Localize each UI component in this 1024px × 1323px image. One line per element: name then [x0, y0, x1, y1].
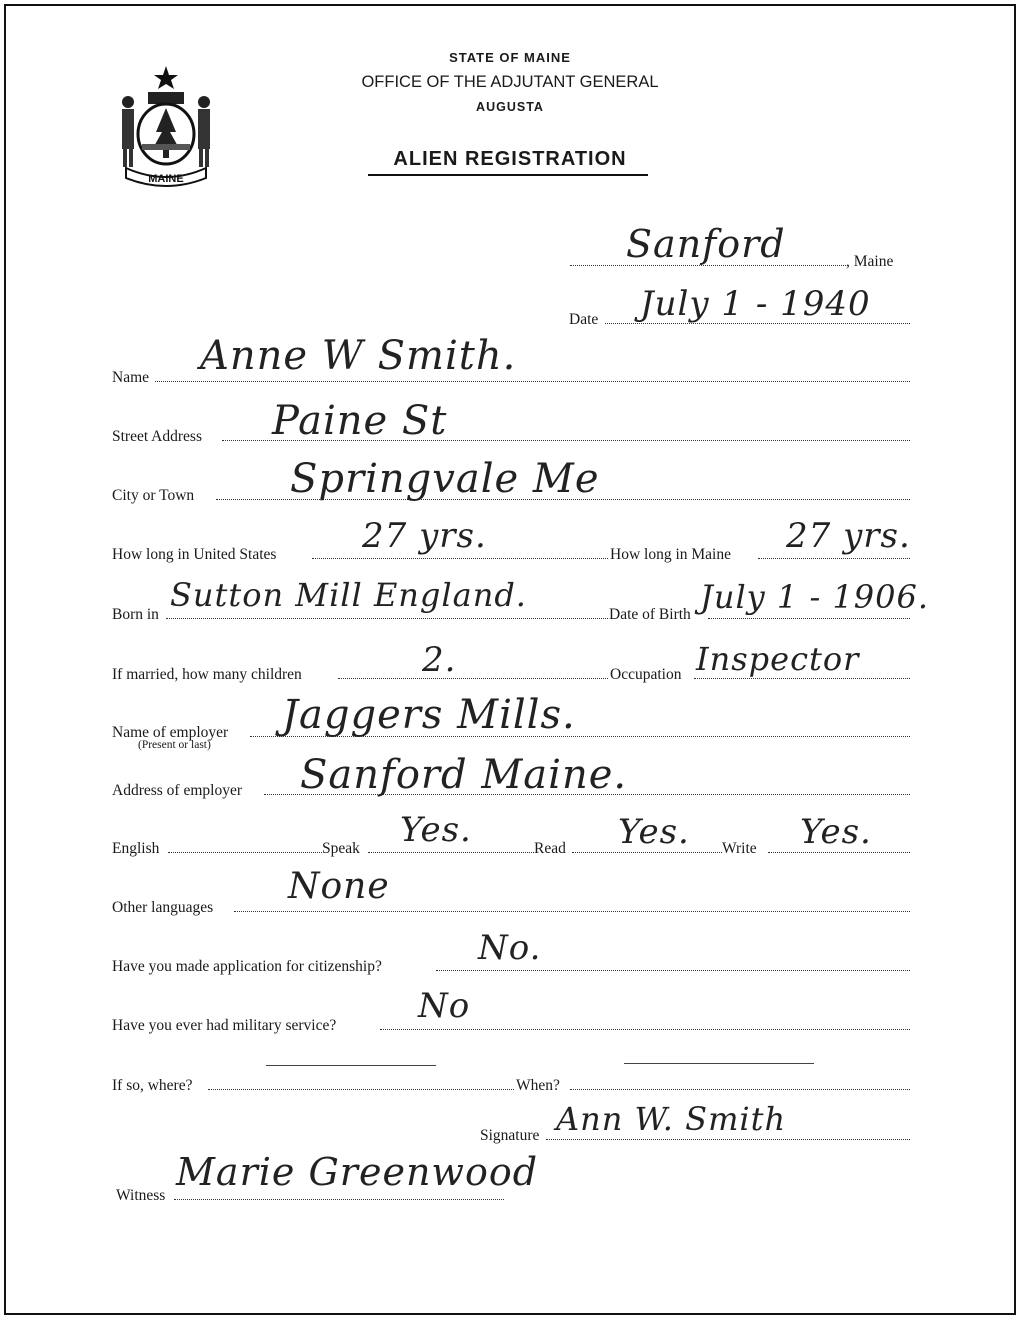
- read-line: [572, 852, 722, 853]
- when-label: When?: [516, 1077, 560, 1094]
- signature-line: [546, 1139, 910, 1140]
- dob-line: [708, 618, 910, 619]
- header-state: STATE OF MAINE: [449, 50, 571, 65]
- children-line: [338, 678, 608, 679]
- other-languages-line: [234, 911, 910, 912]
- read-value: Yes.: [618, 812, 690, 852]
- where-line: [208, 1089, 514, 1090]
- town-value: Sanford: [626, 222, 786, 266]
- where-label: If so, where?: [112, 1077, 193, 1094]
- street-value: Paine St: [272, 398, 448, 444]
- employer-address-value: Sanford Maine.: [300, 752, 628, 798]
- english-line: [168, 852, 322, 853]
- write-line: [768, 852, 910, 853]
- header-office: OFFICE OF THE ADJUTANT GENERAL: [361, 73, 659, 91]
- employer-address-label: Address of employer: [112, 782, 242, 799]
- signature-label: Signature: [480, 1127, 540, 1144]
- military-value: No: [418, 986, 471, 1026]
- how-long-maine-value: 27 yrs.: [786, 516, 911, 556]
- children-value: 2.: [422, 640, 457, 680]
- name-value: Anne W Smith.: [200, 333, 517, 379]
- born-in-line: [166, 618, 608, 619]
- occupation-value: Inspector: [696, 640, 860, 678]
- city-value: Springvale Me: [290, 456, 600, 502]
- witness-label: Witness: [116, 1187, 166, 1204]
- document-border: [4, 4, 1016, 1315]
- seal-banner-text: MAINE: [148, 173, 184, 185]
- name-line: [155, 381, 910, 382]
- occupation-line: [694, 678, 910, 679]
- military-label: Have you ever had military service?: [112, 1017, 337, 1034]
- employer-label: Name of employer: [112, 724, 229, 741]
- signature-value: Ann W. Smith: [556, 1100, 787, 1138]
- how-long-us-line: [312, 558, 608, 559]
- where-dash: [266, 1065, 436, 1066]
- other-languages-value: None: [288, 866, 390, 907]
- form-title: ALIEN REGISTRATION: [393, 148, 627, 170]
- witness-line: [174, 1199, 504, 1200]
- title-underline: [368, 174, 648, 176]
- dob-value: July 1 - 1906.: [700, 578, 930, 616]
- born-in-label: Born in: [112, 606, 159, 623]
- how-long-us-value: 27 yrs.: [362, 516, 487, 556]
- citizenship-value: No.: [478, 928, 542, 968]
- occupation-label: Occupation: [610, 666, 682, 683]
- state-seal-icon: [112, 62, 220, 190]
- when-dash: [624, 1063, 814, 1064]
- other-languages-label: Other languages: [112, 899, 214, 916]
- military-line: [380, 1029, 910, 1030]
- how-long-us-label: How long in United States: [112, 546, 277, 563]
- witness-value: Marie Greenwood: [176, 1150, 539, 1194]
- speak-line: [368, 852, 534, 853]
- how-long-maine-line: [758, 558, 910, 559]
- when-line: [570, 1089, 910, 1090]
- born-in-value: Sutton Mill England.: [170, 576, 527, 614]
- write-value: Yes.: [800, 812, 872, 852]
- name-label: Name: [112, 369, 150, 386]
- speak-label: Speak: [322, 840, 360, 857]
- citizenship-line: [436, 970, 910, 971]
- write-label: Write: [722, 840, 757, 857]
- city-label: City or Town: [112, 487, 195, 504]
- maine-label: , Maine: [846, 253, 894, 270]
- street-label: Street Address: [112, 428, 202, 445]
- header-city: AUGUSTA: [476, 100, 544, 114]
- how-long-maine-label: How long in Maine: [610, 546, 731, 563]
- citizenship-label: Have you made application for citizenship?: [112, 958, 382, 975]
- english-label: English: [112, 840, 160, 857]
- read-label: Read: [534, 840, 566, 857]
- children-label: If married, how many children: [112, 666, 302, 683]
- speak-value: Yes.: [400, 810, 472, 850]
- employer-note: (Present or last): [138, 739, 211, 751]
- employer-value: Jaggers Mills.: [282, 692, 576, 738]
- dob-label: Date of Birth: [609, 606, 691, 623]
- date-value: July 1 - 1940: [640, 284, 871, 324]
- date-label: Date: [569, 311, 599, 328]
